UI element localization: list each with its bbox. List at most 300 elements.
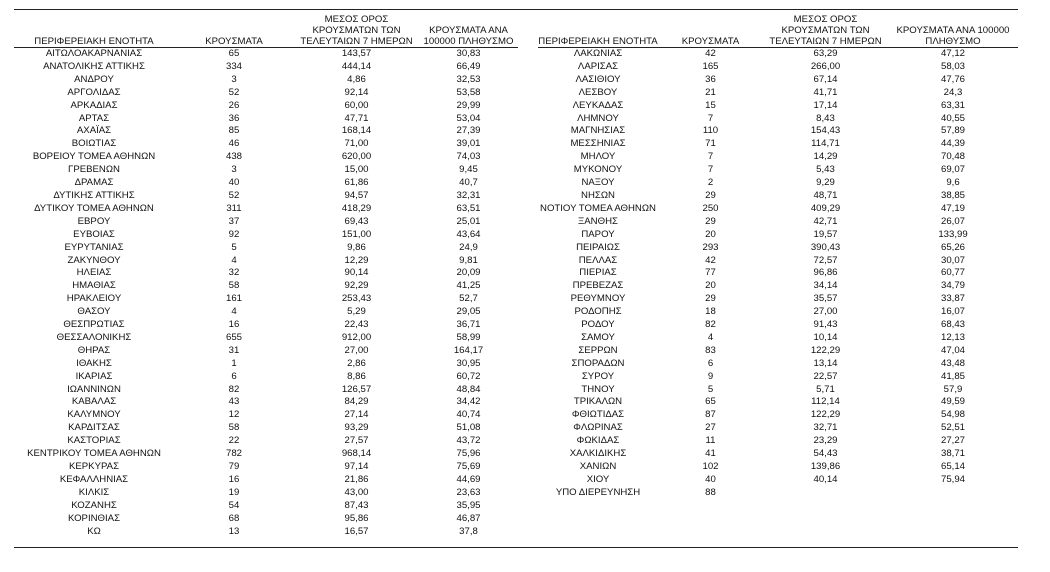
avg7-cell: 19,57 (813, 228, 838, 240)
cases-cell: 52 (228, 86, 240, 98)
region-cell: ΣΥΡΟΥ (581, 370, 615, 382)
cases-cell: 161 (225, 293, 242, 305)
table-row (538, 164, 1018, 177)
table-row (14, 100, 518, 113)
table-row (14, 216, 518, 229)
per100k-cell: 53,04 (456, 112, 481, 124)
per100k-cell: 47,04 (940, 344, 965, 356)
avg7-cell: 67,14 (813, 73, 838, 85)
avg7-cell: 21,86 (344, 473, 369, 485)
cases-cell: 15 (705, 99, 716, 111)
table-row (14, 461, 518, 474)
cases-cell: 36 (705, 73, 716, 85)
table-row (14, 125, 518, 138)
table-row (14, 358, 518, 371)
region-cell: ΑΡΓΟΛΙΔΑΣ (67, 86, 121, 98)
region-cell: ΘΕΣΣΑΛΟΝΙΚΗΣ (56, 331, 132, 343)
table-row (538, 216, 1018, 229)
table-row (14, 267, 518, 280)
table-row (538, 358, 1018, 371)
region-cell: ΗΡΑΚΛΕΙΟΥ (66, 293, 122, 305)
per100k-cell: 133,99 (938, 228, 968, 240)
cases-cell: 26 (228, 99, 240, 111)
table-row (14, 487, 518, 500)
table-row (14, 164, 518, 177)
avg7-cell: 168,14 (341, 125, 372, 137)
table-row (14, 242, 518, 255)
region-cell: ΔΥΤΙΚΗΣ ΑΤΤΙΚΗΣ (53, 189, 135, 201)
cases-cell: 36 (228, 112, 240, 124)
region-cell: ΘΕΣΠΡΩΤΙΑΣ (63, 319, 125, 331)
table-row (14, 190, 518, 203)
cases-cell: 52 (228, 189, 240, 201)
region-cell: ΦΩΚΙΔΑΣ (576, 435, 620, 447)
region-cell: ΤΗΝΟΥ (581, 383, 615, 395)
avg7-cell: 122,29 (810, 409, 841, 421)
cases-cell: 87 (705, 409, 716, 421)
table-row (14, 513, 518, 526)
table-row (14, 255, 518, 268)
cases-cell: 20 (705, 228, 716, 240)
region-cell: ΛΕΣΒΟΥ (578, 86, 618, 98)
header-per100k: ΚΡΟΥΣΜΑΤΑ ΑΝΑ 100000 ΠΛΗΘΥΣΜΟ (888, 11, 1018, 48)
header-avg7: ΜΕΣΟΣ ΟΡΟΣ ΚΡΟΥΣΜΑΤΩΝ ΤΩΝ ΤΕΛΕΥΤΑΙΩΝ 7 ΗΜΕΡΩΝ (763, 11, 888, 48)
region-cell: ΦΘΙΩΤΙΔΑΣ (571, 409, 625, 421)
table-row (14, 319, 518, 332)
table-row (538, 242, 1018, 255)
per100k-cell: 27,39 (456, 125, 481, 137)
table-row (14, 151, 518, 164)
region-cell: ΥΠΟ ΔΙΕΡΕΥΝΗΣΗ (555, 486, 641, 498)
cases-cell: 42 (705, 254, 716, 266)
avg7-cell: 12,29 (344, 254, 369, 266)
region-cell: ΒΟΙΩΤΙΑΣ (71, 138, 117, 150)
table-row (14, 48, 518, 61)
avg7-cell: 10,14 (813, 331, 838, 343)
table-row (538, 448, 1018, 461)
cases-cell: 82 (705, 319, 716, 331)
region-cell: ΘΗΡΑΣ (77, 344, 111, 356)
cases-cell: 71 (705, 138, 716, 150)
left-table-block (14, 11, 518, 538)
header-cases: ΚΡΟΥΣΜΑΤΑ (174, 11, 294, 48)
table-row (14, 332, 518, 345)
region-cell: ΑΧΑΪΑΣ (76, 125, 112, 137)
table-row (14, 448, 518, 461)
cases-cell: 82 (228, 383, 240, 395)
avg7-cell: 112,14 (811, 396, 840, 408)
per100k-cell: 75,96 (456, 448, 481, 460)
region-cell: ΚΑΒΑΛΑΣ (71, 396, 117, 408)
avg7-cell: 27,00 (344, 344, 369, 356)
avg7-cell: 42,71 (813, 215, 838, 227)
region-cell: ΕΥΡΥΤΑΝΙΑΣ (64, 241, 124, 253)
cases-cell: 2 (707, 177, 714, 189)
region-cell: ΚΑΣΤΟΡΙΑΣ (67, 435, 121, 447)
avg7-cell: 27,14 (344, 409, 369, 421)
table-row (14, 526, 518, 539)
per100k-cell: 43,64 (456, 228, 481, 240)
per100k-cell: 58,03 (940, 60, 965, 72)
avg7-cell: 48,71 (813, 189, 838, 201)
cases-cell: 7 (707, 112, 714, 124)
cases-cell: 4 (707, 331, 714, 343)
per100k-cell: 29,99 (456, 99, 481, 111)
avg7-cell: 97,14 (344, 461, 369, 472)
cases-cell: 68 (228, 512, 240, 524)
avg7-cell: 2,86 (347, 357, 366, 369)
avg7-cell: 5,71 (816, 383, 835, 395)
per100k-cell: 34,79 (940, 280, 965, 292)
region-cell: ΧΑΝΙΩΝ (579, 461, 617, 472)
avg7-cell: 17,14 (813, 99, 838, 111)
table-row (538, 384, 1018, 397)
region-cell: ΣΠΟΡΑΔΩΝ (571, 357, 625, 369)
table-row (14, 345, 518, 358)
avg7-cell: 154,43 (810, 125, 841, 137)
cases-cell: 85 (228, 125, 240, 137)
per100k-cell: 25,01 (456, 215, 481, 227)
region-cell: ΔΥΤΙΚΟΥ ΤΟΜΕΑ ΑΘΗΝΩΝ (34, 202, 154, 214)
region-cell: ΖΑΚΥΝΘΟΥ (67, 254, 121, 266)
cases-cell: 7 (707, 151, 714, 163)
region-cell: ΙΚΑΡΙΑΣ (75, 370, 113, 382)
table-row (14, 384, 518, 397)
per100k-cell: 60,72 (456, 370, 481, 382)
cases-cell: 6 (707, 357, 714, 369)
avg7-cell: 8,43 (816, 112, 835, 124)
avg7-cell: 912,00 (341, 331, 372, 343)
table-row (538, 409, 1018, 422)
table-body-left (14, 48, 518, 539)
cases-table-left (14, 11, 518, 538)
region-cell: ΙΘΑΚΗΣ (76, 357, 112, 369)
avg7-cell: 266,00 (810, 60, 841, 72)
per100k-cell: 9,81 (459, 254, 478, 266)
avg7-cell: 5,29 (347, 306, 366, 318)
per100k-cell: 33,87 (940, 293, 965, 305)
cases-cell: 40 (705, 473, 716, 485)
region-cell: ΜΕΣΣΗΝΙΑΣ (570, 138, 626, 150)
per100k-cell: 39,01 (456, 138, 481, 150)
avg7-cell: 15,00 (344, 164, 369, 176)
table-row (538, 461, 1018, 474)
table-row (538, 125, 1018, 138)
region-cell: ΞΑΝΘΗΣ (578, 215, 618, 227)
cases-cell: 7 (707, 164, 714, 176)
cases-cell: 1 (231, 357, 237, 369)
region-cell: ΡΟΔΟΠΗΣ (574, 306, 622, 318)
avg7-cell: 13,14 (813, 357, 838, 369)
per100k-cell: 52,7 (459, 293, 478, 305)
cases-cell: 65 (705, 396, 716, 408)
per100k-cell: 60,77 (940, 267, 965, 279)
region-cell: ΝΑΞΟΥ (581, 177, 615, 189)
per100k-cell: 30,07 (940, 254, 965, 266)
cases-cell: 782 (225, 448, 242, 460)
avg7-cell: 143,57 (341, 48, 372, 59)
region-cell: ΛΑΚΩΝΙΑΣ (573, 48, 623, 59)
region-cell: ΠΕΙΡΑΙΩΣ (576, 241, 620, 253)
avg7-cell: 69,43 (344, 215, 369, 227)
avg7-cell: 22,57 (813, 370, 838, 382)
per100k-cell: 75,94 (940, 473, 965, 485)
avg7-cell: 90,14 (344, 267, 369, 279)
cases-cell: 13 (228, 525, 240, 537)
cases-cell: 27 (705, 422, 716, 434)
table-row (538, 293, 1018, 306)
cases-cell: 5 (707, 383, 714, 395)
region-cell: ΑΡΤΑΣ (78, 112, 110, 124)
table-row (14, 422, 518, 435)
cases-cell: 438 (225, 151, 242, 163)
region-cell: ΦΛΩΡΙΝΑΣ (573, 422, 623, 434)
avg7-cell: 87,43 (344, 499, 369, 511)
per100k-cell: 65,14 (940, 461, 965, 472)
cases-cell: 92 (228, 228, 240, 240)
cases-cell: 88 (705, 486, 716, 498)
region-cell: ΜΑΓΝΗΣΙΑΣ (570, 125, 626, 137)
per100k-cell: 43,72 (456, 435, 481, 447)
table-row (14, 229, 518, 242)
cases-cell: 5 (231, 241, 237, 253)
table-row (538, 151, 1018, 164)
per100k-cell: 74,03 (456, 151, 481, 163)
avg7-cell: 91,43 (813, 319, 838, 331)
avg7-cell: 14,29 (813, 151, 838, 163)
per100k-cell: 27,27 (940, 435, 965, 447)
avg7-cell: 35,57 (813, 293, 838, 305)
per100k-cell: 30,95 (456, 357, 481, 369)
table-row (14, 280, 518, 293)
avg7-cell: 139,86 (810, 461, 841, 472)
avg7-cell: 96,86 (813, 267, 838, 279)
table-row (14, 138, 518, 151)
header-avg7: ΜΕΣΟΣ ΟΡΟΣ ΚΡΟΥΣΜΑΤΩΝ ΤΩΝ ΤΕΛΕΥΤΑΙΩΝ 7 ΗΜΕΡΩΝ (294, 11, 419, 48)
avg7-cell: 32,71 (813, 422, 838, 434)
region-cell: ΚΕΡΚΥΡΑΣ (68, 461, 119, 472)
avg7-cell: 151,00 (341, 228, 372, 240)
region-cell: ΜΥΚΟΝΟΥ (573, 164, 623, 176)
avg7-cell: 8,86 (347, 370, 366, 382)
per100k-cell: 68,43 (940, 319, 965, 331)
cases-cell: 19 (228, 486, 240, 498)
avg7-cell (763, 487, 888, 500)
region-cell: ΙΩΑΝΝΙΝΩΝ (67, 383, 121, 395)
avg7-cell: 122,29 (810, 344, 841, 356)
cases-cell: 18 (705, 306, 716, 318)
region-cell: ΕΒΡΟΥ (77, 215, 111, 227)
cases-cell: 20 (705, 280, 716, 292)
cases-cell: 6 (231, 370, 237, 382)
avg7-cell: 93,29 (344, 422, 369, 434)
cases-cell: 9 (707, 370, 714, 382)
region-cell: ΧΑΛΚΙΔΙΚΗΣ (569, 448, 627, 460)
table-row (538, 190, 1018, 203)
per100k-cell: 32,31 (456, 189, 481, 201)
table-row (14, 396, 518, 409)
cases-table-right (538, 11, 1018, 500)
cases-cell: 311 (226, 202, 242, 214)
cases-cell: 4 (231, 254, 237, 266)
table-row (538, 371, 1018, 384)
avg7-cell: 968,14 (341, 448, 372, 460)
region-cell: ΣΑΜΟΥ (581, 331, 615, 343)
avg7-cell: 23,29 (813, 435, 838, 447)
cases-cell: 77 (705, 267, 716, 279)
avg7-cell: 390,43 (810, 241, 841, 253)
avg7-cell: 94,57 (344, 189, 369, 201)
table-row (538, 255, 1018, 268)
region-cell: ΚΩ (87, 525, 101, 537)
cases-cell: 165 (702, 60, 719, 72)
per100k-cell: 48,84 (456, 383, 481, 395)
cases-cell: 41 (705, 448, 716, 460)
avg7-cell: 95,86 (344, 512, 369, 524)
region-cell: ΧΙΟΥ (586, 473, 610, 485)
table-row (14, 500, 518, 513)
table-row (538, 280, 1018, 293)
table-row (14, 177, 518, 190)
avg7-cell: 71,00 (344, 138, 369, 150)
region-cell: ΓΡΕΒΕΝΩΝ (68, 164, 120, 176)
per100k-cell: 58,99 (456, 331, 481, 343)
per100k-cell: 52,51 (940, 422, 965, 434)
per100k-cell: 44,69 (456, 473, 481, 485)
avg7-cell: 444,14 (341, 60, 372, 72)
region-cell: ΡΕΘΥΜΝΟΥ (570, 293, 626, 305)
per100k-cell: 46,87 (456, 512, 481, 524)
cases-cell: 22 (228, 435, 240, 447)
per100k-cell: 51,08 (456, 422, 481, 434)
cases-cell: 54 (228, 499, 240, 511)
cases-cell: 79 (228, 461, 240, 472)
per100k-cell: 53,58 (456, 86, 481, 98)
region-cell: ΛΕΥΚΑΔΑΣ (572, 99, 624, 111)
per100k-cell: 63,51 (456, 202, 481, 214)
per100k-cell (888, 487, 1018, 500)
cases-cell: 11 (705, 435, 716, 447)
avg7-cell: 418,29 (341, 202, 372, 214)
per100k-cell: 24,9 (459, 241, 478, 253)
table-row (14, 371, 518, 384)
region-cell: ΔΡΑΜΑΣ (74, 177, 114, 189)
region-cell: ΝΗΣΩΝ (581, 189, 615, 201)
avg7-cell: 9,29 (816, 177, 835, 189)
per100k-cell: 24,3 (943, 86, 963, 98)
per100k-cell: 66,49 (456, 60, 481, 72)
per100k-cell: 57,89 (940, 125, 965, 137)
region-cell: ΗΜΑΘΙΑΣ (72, 280, 116, 292)
cases-cell: 655 (225, 331, 242, 343)
region-cell: ΛΑΣΙΘΙΟΥ (575, 73, 621, 85)
table-row (14, 87, 518, 100)
per100k-cell: 41,85 (940, 370, 965, 382)
region-cell: ΤΡΙΚΑΛΩΝ (573, 396, 623, 408)
region-cell: ΡΟΔΟΥ (581, 319, 615, 331)
top-rule (14, 9, 1018, 10)
per100k-cell: 57,9 (943, 383, 963, 395)
per100k-cell: 54,98 (940, 409, 965, 421)
avg7-cell: 84,29 (344, 396, 369, 408)
per100k-cell: 34,42 (456, 396, 481, 408)
table-row (538, 396, 1018, 409)
per100k-cell: 75,69 (456, 461, 481, 472)
avg7-cell: 27,57 (344, 435, 369, 447)
per100k-cell: 44,39 (940, 138, 965, 150)
region-cell: ΕΥΒΟΙΑΣ (73, 228, 115, 240)
table-row (538, 113, 1018, 126)
region-cell: ΘΑΣΟΥ (77, 306, 111, 318)
region-cell: ΚΑΡΔΙΤΣΑΣ (68, 422, 120, 434)
per100k-cell: 63,31 (940, 99, 965, 111)
avg7-cell: 114,71 (811, 138, 840, 150)
per100k-cell: 65,26 (940, 241, 965, 253)
table-row (538, 203, 1018, 216)
right-table-block (538, 11, 1018, 500)
table-row (538, 74, 1018, 87)
cases-cell: 21 (705, 86, 716, 98)
per100k-cell: 47,12 (940, 48, 965, 59)
per100k-cell: 69,07 (940, 164, 965, 176)
cases-cell: 29 (705, 215, 716, 227)
bottom-rule (14, 547, 1018, 548)
per100k-cell: 49,59 (940, 396, 965, 408)
table-row (538, 487, 1018, 500)
table-row (538, 267, 1018, 280)
per100k-cell: 38,85 (940, 189, 965, 201)
region-cell: ΚΕΝΤΡΙΚΟΥ ΤΟΜΕΑ ΑΘΗΝΩΝ (27, 448, 161, 460)
region-cell: ΠΙΕΡΙΑΣ (579, 267, 617, 279)
region-cell: ΠΡΕΒΕΖΑΣ (572, 280, 624, 292)
cases-cell: 334 (225, 60, 242, 72)
avg7-cell: 34,14 (813, 280, 838, 292)
table-row (538, 229, 1018, 242)
avg7-cell: 72,57 (813, 254, 838, 266)
avg7-cell: 63,29 (813, 48, 838, 59)
table-row (538, 435, 1018, 448)
header-per100k: ΚΡΟΥΣΜΑΤΑ ΑΝΑ 100000 ΠΛΗΘΥΣΜΟ (419, 11, 518, 48)
table-row (538, 345, 1018, 358)
per100k-cell: 43,48 (940, 357, 965, 369)
table-row (538, 474, 1018, 487)
cases-cell: 83 (705, 344, 716, 356)
avg7-cell: 47,71 (344, 112, 369, 124)
table-body-right (538, 48, 1018, 500)
header-cases: ΚΡΟΥΣΜΑΤΑ (658, 11, 763, 48)
table-row (14, 474, 518, 487)
avg7-cell: 43,00 (344, 486, 369, 498)
cases-cell: 29 (705, 189, 716, 201)
table-row (538, 87, 1018, 100)
avg7-cell: 54,43 (813, 448, 838, 460)
table-row (538, 306, 1018, 319)
header-row (14, 11, 518, 48)
table-row (538, 138, 1018, 151)
table-row (14, 61, 518, 74)
table-row (14, 409, 518, 422)
avg7-cell: 409,29 (810, 202, 841, 214)
region-cell: ΒΟΡΕΙΟΥ ΤΟΜΕΑ ΑΘΗΝΩΝ (32, 151, 156, 163)
table-row (538, 422, 1018, 435)
per100k-cell: 40,74 (456, 409, 481, 421)
region-cell: ΚΟΡΙΝΘΙΑΣ (67, 512, 121, 524)
per100k-cell: 9,6 (946, 177, 960, 189)
table-row (14, 306, 518, 319)
region-cell: ΚΕΦΑΛΛΗΝΙΑΣ (59, 473, 129, 485)
region-cell: ΚΙΛΚΙΣ (78, 486, 110, 498)
avg7-cell: 5,43 (816, 164, 835, 176)
